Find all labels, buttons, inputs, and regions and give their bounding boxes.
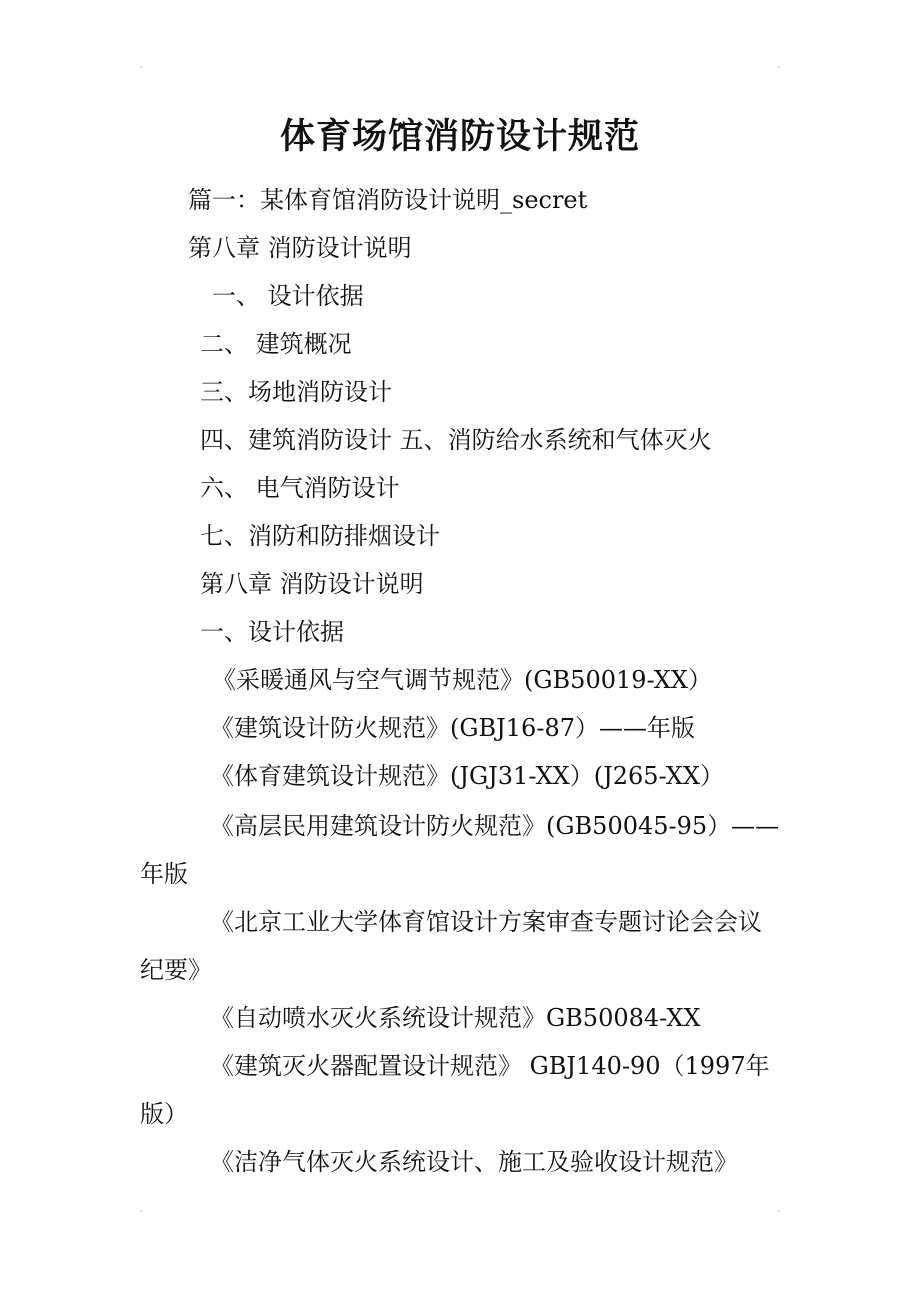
- section-heading: 篇一：某体育馆消防设计说明_secret: [188, 186, 588, 214]
- reference-item-continued: 年版: [140, 860, 188, 888]
- chapter-heading: 第八章 消防设计说明: [188, 234, 412, 262]
- toc-item: 三、场地消防设计: [200, 378, 392, 406]
- corner-mark: [140, 1210, 142, 1212]
- corner-mark: [778, 66, 780, 68]
- subsection-heading: 一、设计依据: [200, 618, 344, 646]
- reference-item: 《自动喷水灭火系统设计规范》GB50084-XX: [210, 1004, 701, 1032]
- toc-item: 六、 电气消防设计: [200, 474, 400, 502]
- reference-item: 《体育建筑设计规范》(JGJ31-XX）(J265-XX）: [210, 762, 724, 790]
- toc-item: 一、 设计依据: [212, 282, 364, 310]
- corner-mark: [778, 1210, 780, 1212]
- reference-item: 《建筑灭火器配置设计规范》 GBJ140-90（1997年: [210, 1052, 770, 1080]
- reference-item: 《高层民用建筑设计防火规范》(GB50045-95）——: [210, 812, 780, 840]
- toc-item: 四、建筑消防设计 五、消防给水系统和气体灭火: [200, 426, 712, 454]
- corner-mark: [140, 66, 142, 68]
- reference-item: 《北京工业大学体育馆设计方案审查专题讨论会会议: [210, 908, 762, 936]
- reference-item: 《洁净气体灭火系统设计、施工及验收设计规范》: [210, 1148, 738, 1176]
- document-title: 体育场馆消防设计规范: [279, 116, 640, 157]
- reference-item-continued: 版）: [140, 1100, 188, 1128]
- reference-item: 《采暖通风与空气调节规范》(GB50019-XX）: [212, 666, 712, 694]
- reference-item: 《建筑设计防火规范》(GBJ16-87）——年版: [210, 714, 695, 742]
- toc-item: 七、消防和防排烟设计: [200, 522, 440, 550]
- chapter-heading: 第八章 消防设计说明: [200, 570, 424, 598]
- toc-item: 二、 建筑概况: [200, 330, 352, 358]
- reference-item-continued: 纪要》: [140, 956, 212, 984]
